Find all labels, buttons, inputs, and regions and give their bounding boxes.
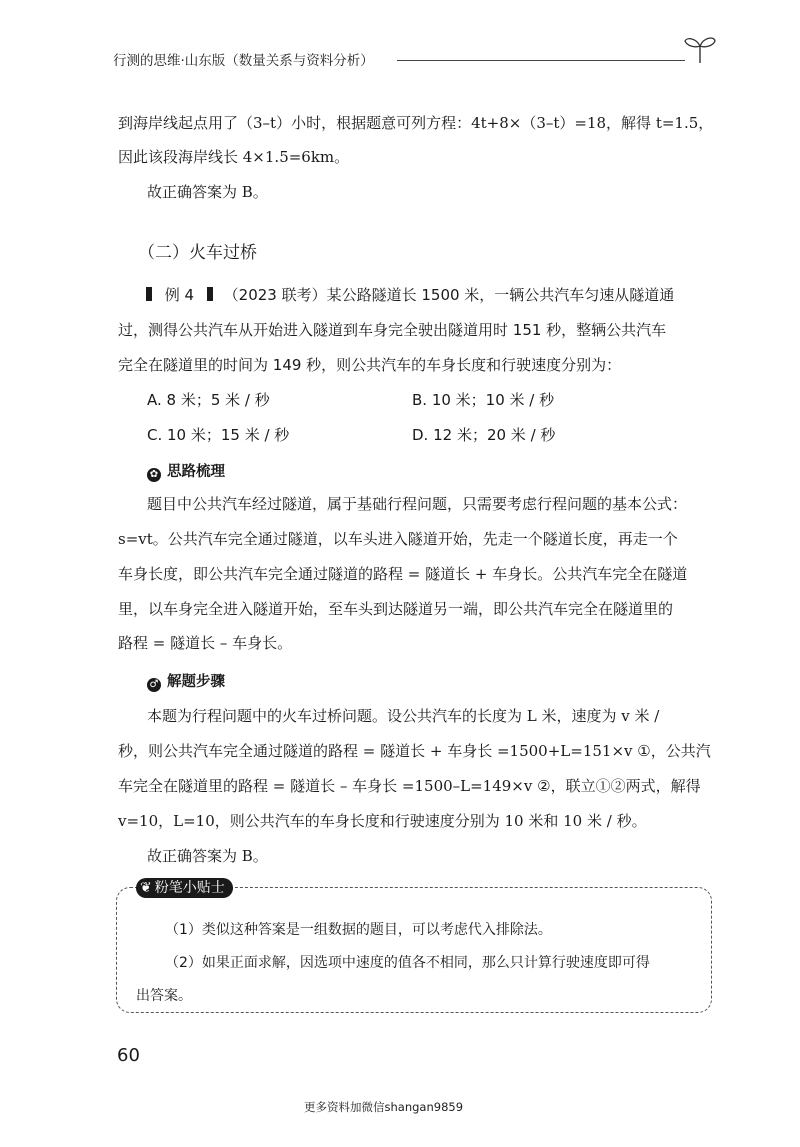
option-d: D. 12 米；20 米 / 秒	[412, 426, 556, 444]
analysis-line-4: 里，以车身完全进入隧道开始，至车头到达隧道另一端，即公共汽车完全在隧道里的	[118, 600, 674, 618]
analysis-title: 思路梳理	[167, 464, 225, 480]
example-label: 例 4	[164, 286, 195, 304]
example-bar-right	[207, 287, 213, 301]
continuation-answer: 故正确答案为 B。	[147, 183, 268, 201]
analysis-heading	[147, 460, 225, 482]
section-title: （二）火车过桥	[138, 243, 257, 263]
option-c: C. 10 米；15 米 / 秒	[147, 426, 290, 444]
example-bar-left	[146, 287, 152, 301]
analysis-line-2: s=vt。公共汽车完全通过隧道，以车头进入隧道开始，先走一个隧道长度，再走一个	[118, 530, 678, 548]
continuation-line-1: 到海岸线起点用了（3–t）小时，根据题意可列方程：4t+8×（3–t）=18，解得 t=1.5，	[118, 114, 714, 132]
option-a: A. 8 米；5 米 / 秒	[147, 391, 270, 409]
example-line-3: 完全在隧道里的时间为 149 秒，则公共汽车的车身长度和行驶速度分别为：	[118, 356, 622, 374]
example-heading	[146, 285, 674, 305]
example-line-2: 过，测得公共汽车从开始进入隧道到车身完全驶出隧道用时 151 秒，整辆公共汽车	[118, 321, 667, 339]
sprout-icon	[683, 34, 717, 64]
example-line-1: （2023 联考）某公路隧道长 1500 米，一辆公共汽车匀速从隧道通	[223, 286, 675, 304]
solution-line-3: 车完全在隧道里的路程 = 隧道长 – 车身长 =1500–L=149×v ②，联立①②两式，解得	[118, 777, 701, 795]
option-b: B. 10 米；10 米 / 秒	[412, 391, 555, 409]
steps-icon: ♂	[147, 678, 161, 692]
page-number: 60	[117, 1045, 140, 1066]
analysis-line-3: 车身长度，即公共汽车完全通过隧道的路程 = 隧道长 + 车身长。公共汽车完全在隧道	[118, 565, 688, 583]
continuation-line-2: 因此该段海岸线长 4×1.5=6km。	[118, 148, 350, 166]
tips-line-2: （2）如果正面求解，因选项中速度的值各不相同，那么只计算行驶速度即可得	[165, 955, 650, 971]
tips-label	[136, 878, 233, 898]
solution-heading	[147, 670, 225, 692]
solution-line-2: 秒，则公共汽车完全通过隧道的路程 = 隧道长 + 车身长 =1500+L=151×v ①，公共汽	[118, 742, 711, 760]
solution-answer: 故正确答案为 B。	[147, 847, 268, 865]
header-rule	[397, 60, 685, 61]
solution-line-4: v=10，L=10，则公共汽车的车身长度和行驶速度分别为 10 米和 10 米 / 秒。	[118, 812, 647, 830]
sprout-small-icon: ❦	[140, 880, 152, 896]
tips-box	[116, 887, 712, 1013]
tips-line-3: 出答案。	[136, 988, 192, 1004]
tips-label-text: 粉笔小贴士	[154, 880, 225, 896]
watermark-text: 更多资料加微信shangan9859	[304, 1100, 464, 1114]
solution-title: 解题步骤	[167, 674, 225, 690]
tips-line-1: （1）类似这种答案是一组数据的题目，可以考虑代入排除法。	[165, 922, 552, 938]
solution-line-1: 本题为行程问题中的火车过桥问题。设公共汽车的长度为 L 米，速度为 v 米 /	[147, 707, 660, 725]
analysis-line-1: 题目中公共汽车经过隧道，属于基础行程问题，只需要考虑行程问题的基本公式：	[147, 495, 688, 513]
analysis-line-5: 路程 = 隧道长 – 车身长。	[118, 634, 293, 652]
flower-icon: ✿	[147, 468, 161, 482]
running-header-title: 行测的思维·山东版（数量关系与资料分析）	[113, 53, 374, 69]
